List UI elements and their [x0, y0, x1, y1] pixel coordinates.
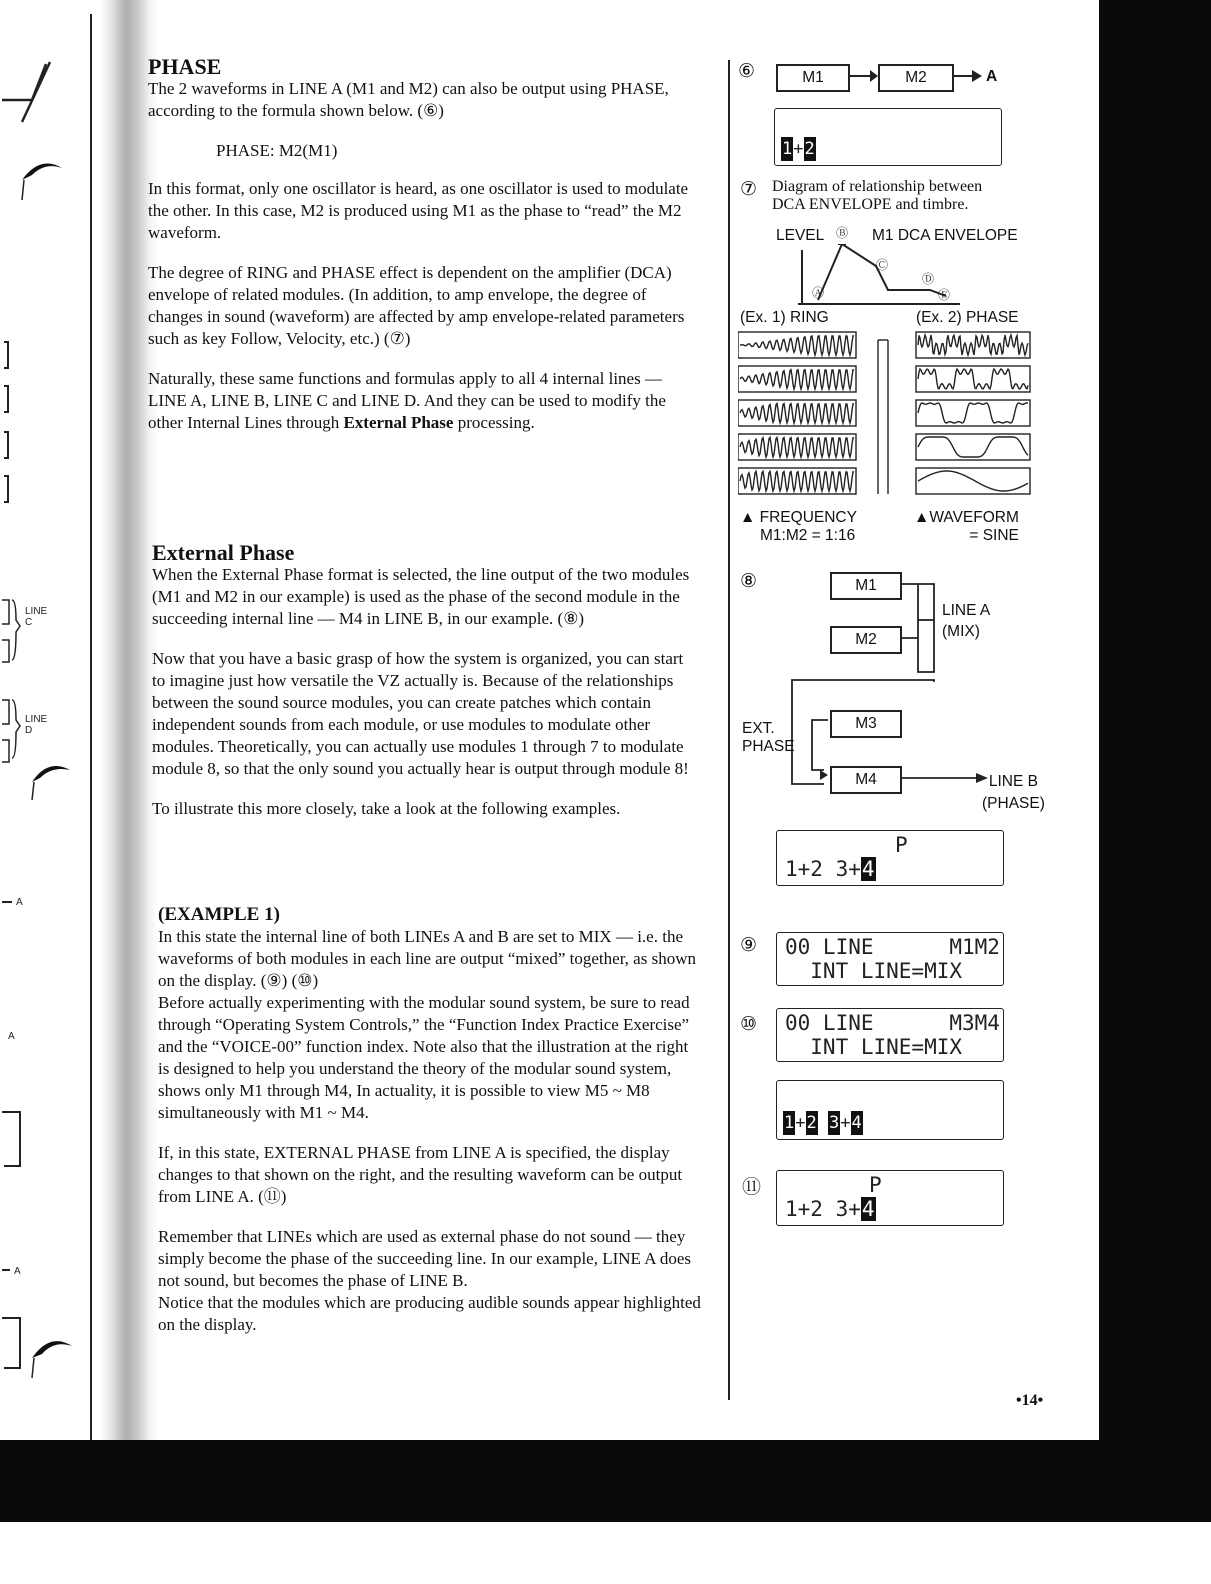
phase-section	[148, 56, 694, 434]
left-edge-marks	[0, 40, 95, 1420]
phase-paragraph-3: The degree of RING and PHASE effect is dependent on the amplifier (DCA) envelope of related modules. (In addition, to amp envelope, the degree of changes in sound (waveform) are affected by amp envelope-related parameters such as key Follow, Velocity, etc.) (⑦)	[148, 263, 685, 348]
fig7-point-b: Ⓑ	[836, 226, 849, 240]
phase-heading: PHASE	[148, 54, 222, 79]
fig8-lcd-top: P	[895, 833, 908, 857]
fig8-lcd-bottom: 1+2 3+4	[785, 857, 875, 881]
edge-label-a2: A	[8, 1031, 15, 1042]
fig7-ex1-label: (Ex. 1) RING	[740, 309, 829, 326]
ring-waveform	[740, 370, 854, 389]
fig10-module-lcd-text: 1+2 3+4	[784, 1113, 862, 1133]
phase-paragraph-4: Naturally, these same functions and formulas apply to all 4 internal lines — LINE A, LINE B, LINE C and LINE D. And they can be used to modify the other Internal Lines through External Phase processing.	[148, 369, 666, 432]
example1-paragraph-5: Notice that the modules which are producing audible sounds appear highlighted on the display.	[158, 1293, 701, 1334]
example1-paragraph-1: In this state the internal line of both LINEs A and B are set to MIX — i.e. the waveforms of both modules in each line are output “mixed” together, as shown on the display. (⑨) (⑩)	[158, 927, 696, 990]
fig7-number: ⑦	[740, 179, 758, 200]
ring-waveform	[740, 336, 854, 355]
example1-section	[158, 904, 702, 1336]
fig7-caption: Diagram of relationship between DCA ENVELOPE and timbre.	[772, 178, 983, 213]
edge-label-line-d: LINE D	[25, 714, 48, 736]
fig8-line-b-label: LINE B (PHASE)	[982, 773, 1045, 812]
fig11-lcd-top: P	[869, 1173, 882, 1197]
phase-waveform	[918, 403, 1028, 423]
fig11-lcd-bottom: 1+2 3+4	[785, 1197, 875, 1221]
fig8-module-m1: M1	[830, 572, 902, 600]
external-paragraph-2: Now that you have a basic grasp of how the system is organized, you can start to imagine just how versatile the VZ actually is. Because of the relationships between the sound source modules, you can create patches which contain independent sounds from each module, or use modules to modulate other modules. Theoretically, you can actually use modules 1 through 7 to modulate module 8, so that the only sound you actually hear is output through module 8!	[152, 649, 689, 778]
example1-paragraph-4: Remember that LINEs which are used as external phase do not sound — they simply become the phase of the succeeding line. In our example, LINE A does not sound, but becomes the phase of LINE B.	[158, 1227, 691, 1290]
fig10-lcd-row1: 00 LINE M3M4	[785, 1011, 1000, 1035]
fig7-point-c: Ⓒ	[876, 258, 889, 272]
edge-label-line-c: LINE C	[25, 606, 48, 628]
fig6-lcd	[774, 108, 1002, 166]
example1-heading: (EXAMPLE 1)	[158, 904, 280, 925]
fig8-number: ⑧	[740, 571, 758, 592]
fig6-module-m1: M1	[776, 64, 850, 92]
scan-border-bottom	[0, 1440, 1211, 1522]
fig11-number: ⑪	[742, 1177, 762, 1198]
fig7-point-e: Ⓔ	[938, 288, 951, 302]
fig8-line-a-label: LINE A (MIX)	[942, 602, 991, 640]
fig6-lcd-text: 1+2	[782, 139, 815, 159]
external-paragraph-3: To illustrate this more closely, take a look at the following examples.	[152, 799, 621, 818]
fig6-module-m2: M2	[878, 64, 954, 92]
fig6-output-label: A	[986, 68, 998, 85]
fig8-lcd	[776, 830, 1004, 886]
page-number: •14•	[1016, 1392, 1044, 1409]
example1-paragraph-3: If, in this state, EXTERNAL PHASE from LINE A is specified, the display changes to that shown on the right, and the resulting waveform can be output from LINE A. (⑪)	[158, 1143, 683, 1206]
fig9-lcd-row1: 00 LINE M1M2	[785, 935, 1000, 959]
fig8-ext-phase-label: EXT. PHASE	[742, 720, 795, 755]
external-phase-section	[152, 542, 698, 820]
fig6-arrows	[848, 64, 988, 94]
fig9-lcd	[776, 932, 1004, 986]
column-divider	[728, 60, 730, 1400]
phase-formula: PHASE: M2(M1)	[216, 141, 338, 160]
edge-label-a1: A	[16, 897, 23, 908]
fig10-lcd	[776, 1008, 1004, 1062]
fig7-envelope-title: M1 DCA ENVELOPE	[872, 227, 1018, 244]
fig8-module-m4: M4	[830, 766, 902, 794]
ring-waveform	[740, 404, 854, 424]
fig7-point-d: Ⓓ	[922, 272, 935, 286]
edge-label-a3: A	[14, 1266, 21, 1277]
fig7-waveform-panels	[738, 330, 1034, 506]
example1-paragraph-2: Before actually experimenting with the modular sound system, be sure to read through “Operating System Controls,” the “Function Index Practice Exercise” and the “VOICE-00” function index. Note also that the illustration at the right is designed to help you understand the theory of the modular sound system, shows only M1 through M4, In actuality, it is possible to view M5 ~ M8 simultaneously with M1 ~ M4.	[158, 993, 690, 1122]
ring-waveform	[740, 437, 854, 457]
fig8-module-m2: M2	[830, 626, 902, 654]
fig6-number: ⑥	[738, 61, 756, 82]
fig7-level-label: LEVEL	[776, 227, 825, 244]
fig10-module-lcd	[776, 1080, 1004, 1140]
phase-waveform	[918, 335, 1028, 355]
fig8-signal-flow	[780, 570, 1030, 800]
fig7-ex2-label: (Ex. 2) PHASE	[916, 309, 1019, 326]
phase-waveform	[918, 369, 1028, 389]
fig7-point-a: Ⓐ	[812, 286, 825, 300]
scan-border-right	[1099, 0, 1211, 1440]
fig9-lcd-row2: INT LINE=MIX	[785, 959, 963, 983]
fig7-frequency-label: ▲ FREQUENCY M1:M2 = 1:16	[740, 509, 857, 544]
phase-waveform	[918, 437, 1028, 457]
phase-wave-panel	[916, 434, 1030, 460]
fig7-waveform-label: ▲WAVEFORM = SINE	[914, 509, 1019, 544]
phase-paragraph-2: In this format, only one oscillator is heard, as one oscillator is used to modulate the other. In this case, M2 is produced using M1 as the phase to “read” the M2 waveform.	[148, 179, 689, 242]
fig10-lcd-row2: INT LINE=MIX	[785, 1035, 963, 1059]
fig10-number: ⑩	[740, 1014, 758, 1035]
fig9-number: ⑨	[740, 935, 758, 956]
external-paragraph-1: When the External Phase format is selected, the line output of the two modules (M1 and M2 in our example) is used as the phase of the second module in the succeeding internal line — M4 in LINE B, in our example. (⑧)	[152, 565, 690, 628]
fig11-lcd	[776, 1170, 1004, 1226]
fig8-module-m3: M3	[830, 710, 902, 738]
ring-waveform	[740, 471, 854, 491]
external-phase-heading: External Phase	[152, 540, 295, 565]
phase-paragraph-1: The 2 waveforms in LINE A (M1 and M2) can also be output using PHASE, according to the formula shown below. (⑥)	[148, 79, 669, 120]
phase-waveform	[918, 471, 1028, 491]
